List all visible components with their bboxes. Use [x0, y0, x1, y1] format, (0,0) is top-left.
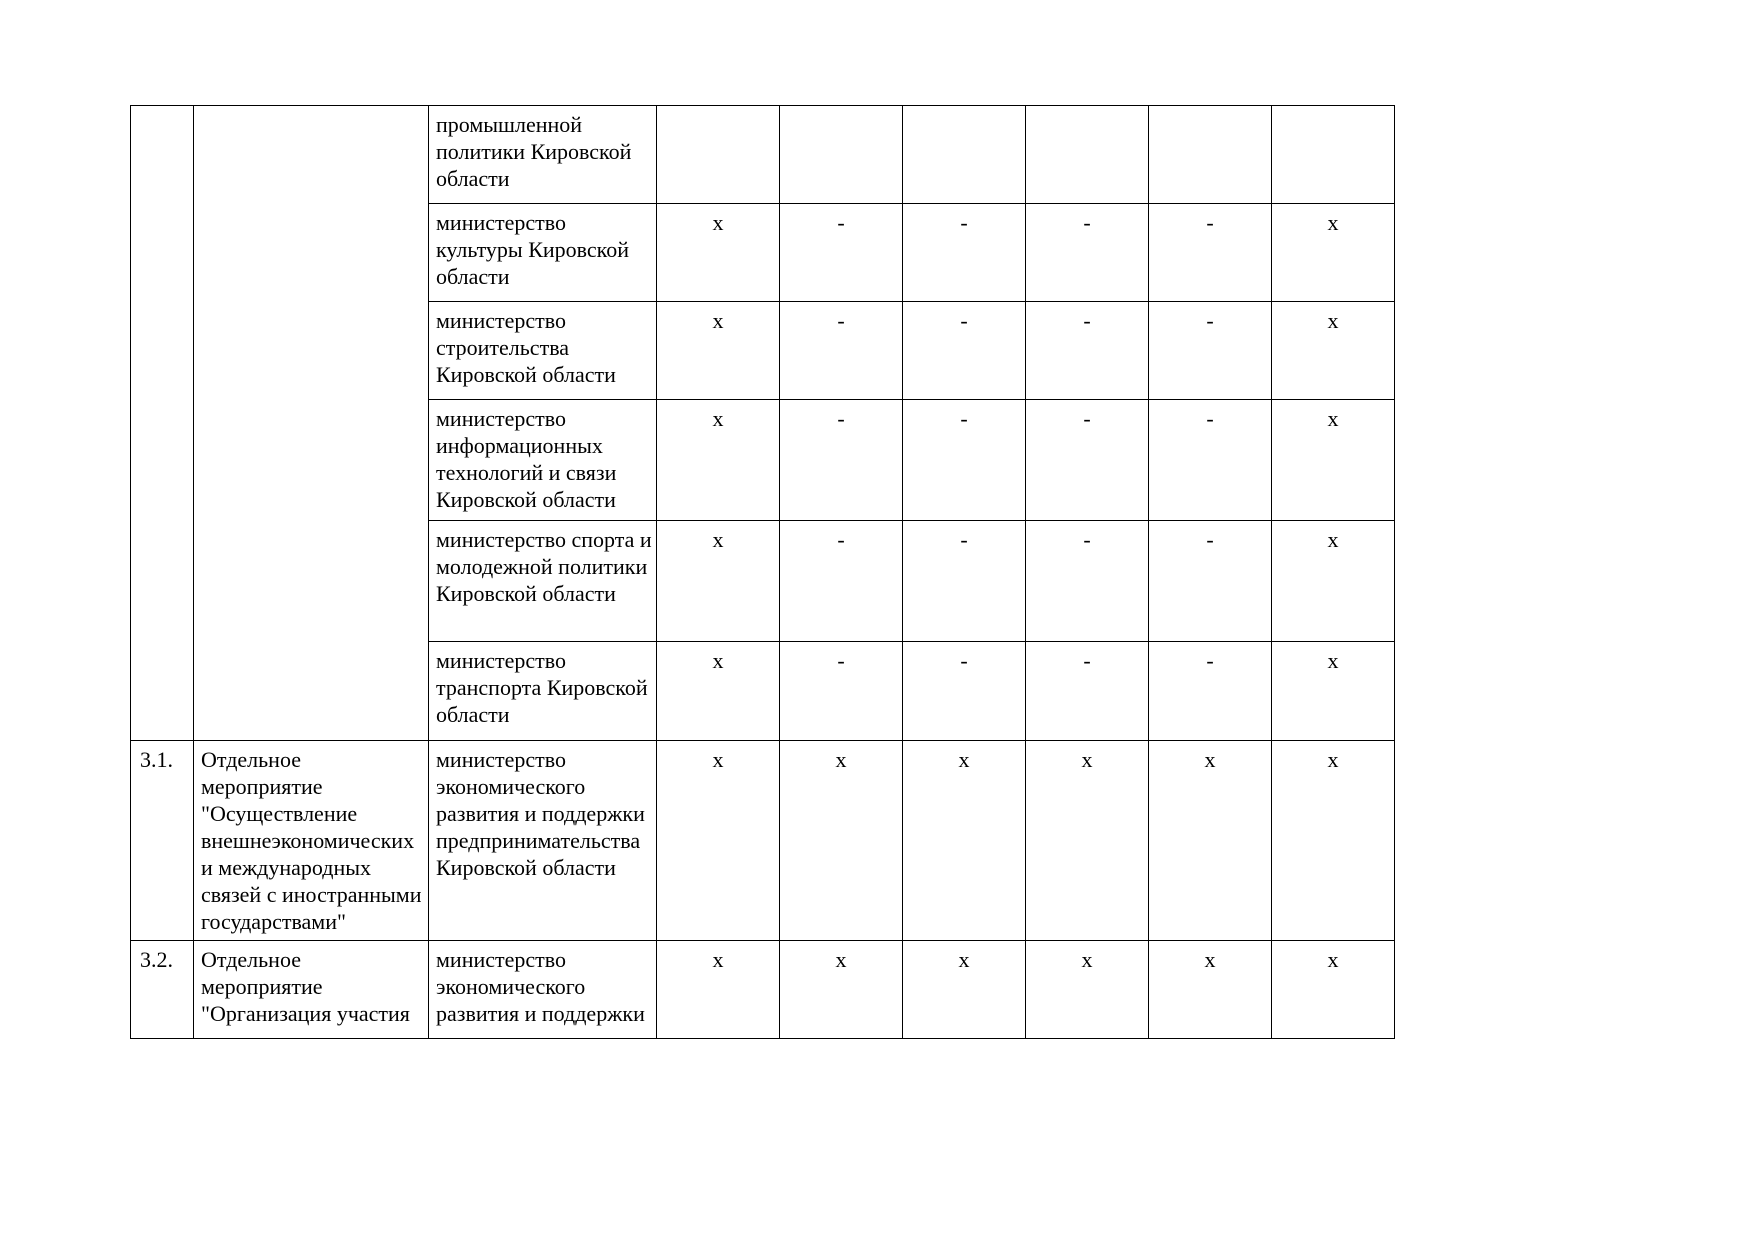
cell-mark: x — [1272, 400, 1395, 521]
cell-mark: x — [903, 741, 1026, 941]
cell-mark: x — [1149, 741, 1272, 941]
cell-mark: - — [1026, 204, 1149, 302]
cell-mark: - — [780, 521, 903, 642]
table-row — [131, 106, 1395, 204]
cell-activity-name: Отдельное мероприятие "Организация участия — [194, 941, 429, 1039]
cell-mark: x — [657, 400, 780, 521]
table-row — [131, 941, 1395, 1039]
cell-mark: x — [657, 521, 780, 642]
cell-mark: x — [1272, 941, 1395, 1039]
cell-mark: - — [1026, 521, 1149, 642]
cell-ministry: министерство транспорта Кировской области — [429, 642, 657, 741]
cell-mark: - — [780, 642, 903, 741]
cell-mark: - — [903, 302, 1026, 400]
cell-mark — [903, 106, 1026, 204]
cell-mark: - — [1026, 302, 1149, 400]
cell-ministry: министерство экономического развития и поддержки предпринимательства Кировской области — [429, 741, 657, 941]
cell-mark — [1026, 106, 1149, 204]
cell-item-number — [131, 106, 194, 741]
cell-ministry: министерство экономического развития и поддержки — [429, 941, 657, 1039]
cell-mark: x — [1272, 521, 1395, 642]
cell-mark — [657, 106, 780, 204]
cell-mark: x — [657, 741, 780, 941]
cell-mark: x — [657, 302, 780, 400]
cell-mark: x — [657, 941, 780, 1039]
table-row — [131, 741, 1395, 941]
cell-mark: - — [1149, 400, 1272, 521]
cell-ministry: министерство строительства Кировской области — [429, 302, 657, 400]
cell-mark: - — [903, 400, 1026, 521]
cell-mark: - — [903, 642, 1026, 741]
cell-mark — [1272, 106, 1395, 204]
table-body — [131, 106, 1395, 1039]
cell-mark: - — [780, 302, 903, 400]
cell-mark: - — [903, 521, 1026, 642]
cell-mark: - — [1149, 642, 1272, 741]
cell-mark: x — [780, 941, 903, 1039]
cell-mark: x — [780, 741, 903, 941]
cell-mark: - — [1026, 400, 1149, 521]
cell-mark: x — [1272, 741, 1395, 941]
cell-ministry: промышленной политики Кировской области — [429, 106, 657, 204]
cell-activity-name — [194, 106, 429, 741]
document-table — [130, 105, 1395, 1039]
cell-mark — [780, 106, 903, 204]
cell-mark: x — [1149, 941, 1272, 1039]
cell-ministry: министерство информационных технологий и связи Кировской области — [429, 400, 657, 521]
cell-activity-name: Отдельное мероприятие "Осуществление внешнеэкономических и международных связей с иностранными государствами" — [194, 741, 429, 941]
cell-mark: - — [780, 204, 903, 302]
cell-mark — [1149, 106, 1272, 204]
cell-ministry: министерство культуры Кировской области — [429, 204, 657, 302]
cell-mark: x — [1026, 941, 1149, 1039]
cell-mark: - — [1149, 521, 1272, 642]
cell-mark: - — [1026, 642, 1149, 741]
cell-mark: - — [1149, 204, 1272, 302]
cell-mark: - — [1149, 302, 1272, 400]
cell-mark: x — [903, 941, 1026, 1039]
cell-item-number: 3.2. — [131, 941, 194, 1039]
cell-ministry: министерство спорта и молодежной политики Кировской области — [429, 521, 657, 642]
cell-mark: x — [657, 204, 780, 302]
cell-mark: x — [1272, 302, 1395, 400]
cell-mark: - — [903, 204, 1026, 302]
cell-item-number: 3.1. — [131, 741, 194, 941]
cell-mark: x — [1026, 741, 1149, 941]
cell-mark: x — [1272, 642, 1395, 741]
cell-mark: x — [1272, 204, 1395, 302]
cell-mark: - — [780, 400, 903, 521]
cell-mark: x — [657, 642, 780, 741]
